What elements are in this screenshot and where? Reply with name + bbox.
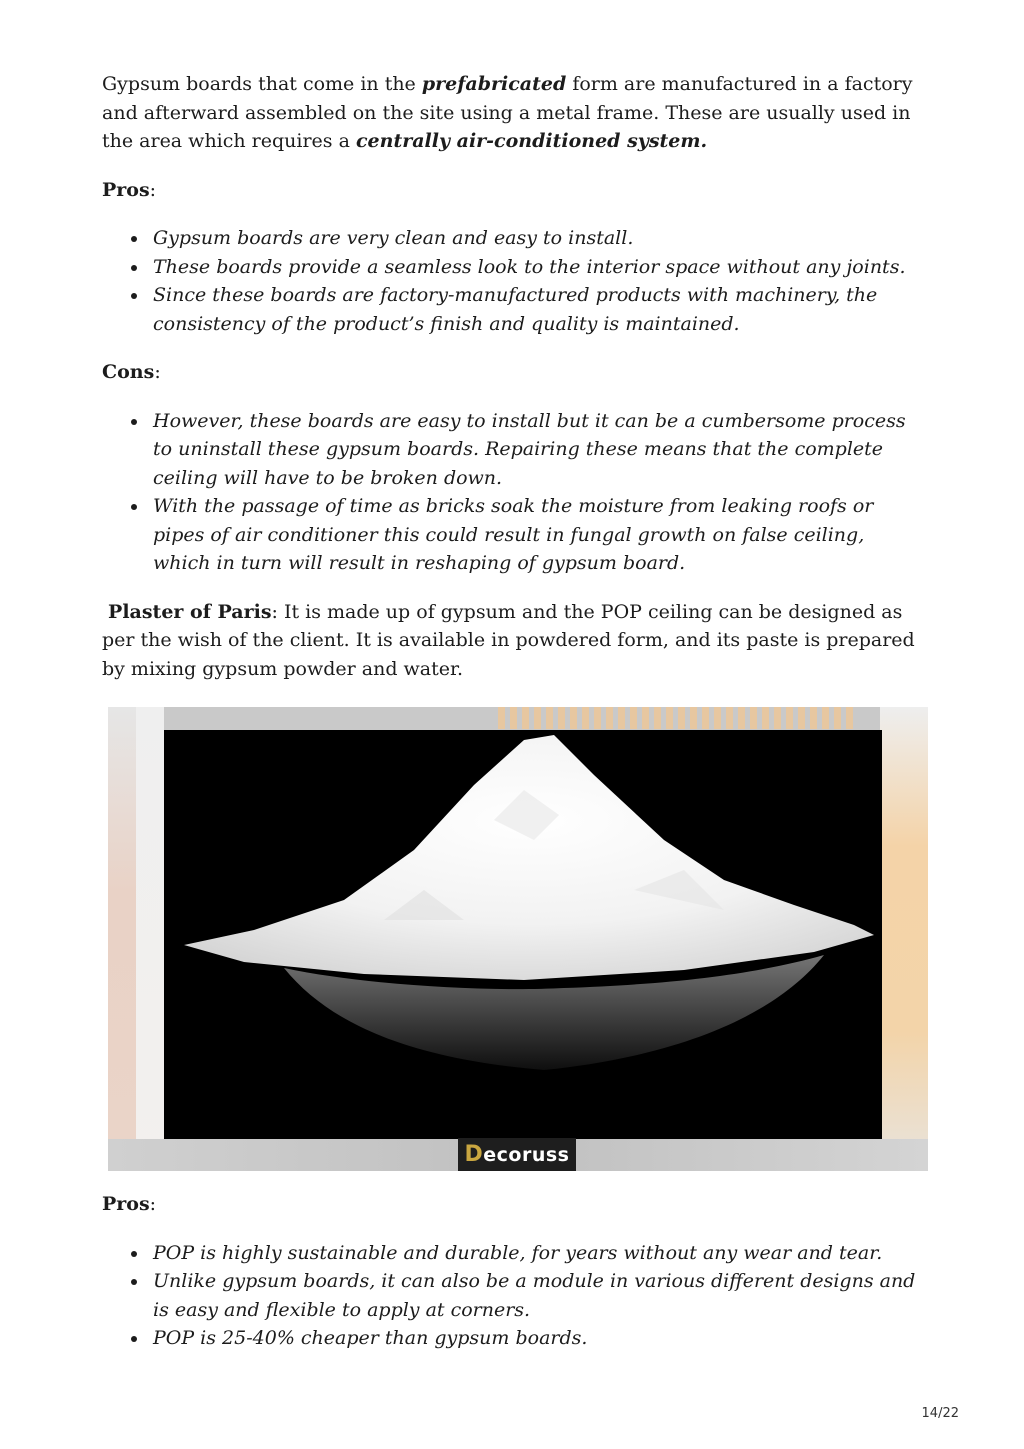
pop-pros-label: Pros (102, 1193, 150, 1215)
gypsum-cons-label: Cons (102, 361, 155, 383)
pop-pros-colon: : (149, 1193, 157, 1215)
plaster-of-paris-paragraph (102, 598, 928, 684)
gypsum-pros-list (102, 224, 928, 338)
intro-text-2: form are manufactured in a factory and afterward assembled on the site using a metal frame. These are usually used in the area which requires a (102, 73, 913, 152)
pop-pros-list (102, 1239, 928, 1353)
pop-pros-section (102, 1190, 928, 1353)
ceiling-slats (498, 707, 858, 729)
logo-text: ecoruss (483, 1144, 570, 1166)
list-item: These boards provide a seamless look to the interior space without any joints. (153, 253, 928, 282)
gypsum-cons-colon: : (154, 361, 161, 383)
gypsum-pros-colon: : (149, 178, 157, 201)
plaster-powder-image (108, 707, 928, 1171)
article-body (102, 70, 928, 683)
list-item: POP is highly sustainable and durable, for years without any wear and tear. (153, 1239, 928, 1268)
list-item: However, these boards are easy to install but it can be a cumbersome process to uninstall these gypsum boards. Repairing these means that the complete ceiling will have to be broken down. (153, 407, 928, 493)
pop-pros-heading (102, 1190, 928, 1219)
intro-paragraph (102, 70, 928, 156)
gypsum-pros-heading (102, 176, 928, 205)
plaster-of-paris-text: : It is made up of gypsum and the POP ceiling can be designed as per the wish of the client. It is available in powdered form, and its paste is prepared by mixing gypsum powder and water. (102, 600, 915, 680)
gypsum-cons-heading (102, 358, 928, 387)
powder-pile-illustration (164, 730, 882, 1139)
room-right-wall (880, 707, 928, 1171)
page-number: 14/22 (921, 1406, 959, 1421)
intro-emphasis-air-conditioned: centrally air-conditioned system. (355, 130, 708, 152)
list-item: Gypsum boards are very clean and easy to install. (153, 224, 928, 253)
list-item: POP is 25-40% cheaper than gypsum boards. (153, 1324, 928, 1353)
plaster-of-paris-label: Plaster of Paris (108, 600, 272, 623)
logo-mark: D (464, 1142, 484, 1167)
list-item: Unlike gypsum boards, it can also be a module in various different designs and is easy and flexible to apply at corners. (153, 1267, 928, 1324)
room-left-pillar (136, 707, 164, 1171)
gypsum-pros-label: Pros (102, 178, 150, 201)
gypsum-cons-list (102, 407, 928, 578)
intro-emphasis-prefabricated: prefabricated (421, 73, 567, 95)
powder-photo (164, 730, 882, 1139)
list-item: With the passage of time as bricks soak the moisture from leaking roofs or pipes of air conditioner this could result in fungal growth on false ceiling, which in turn will result in reshaping of gypsum board. (153, 492, 928, 578)
list-item: Since these boards are factory-manufactured products with machinery, the consistency of the product’s finish and quality is maintained. (153, 281, 928, 338)
decoruss-logo (458, 1138, 576, 1171)
intro-text-1: Gypsum boards that come in the (102, 73, 422, 95)
